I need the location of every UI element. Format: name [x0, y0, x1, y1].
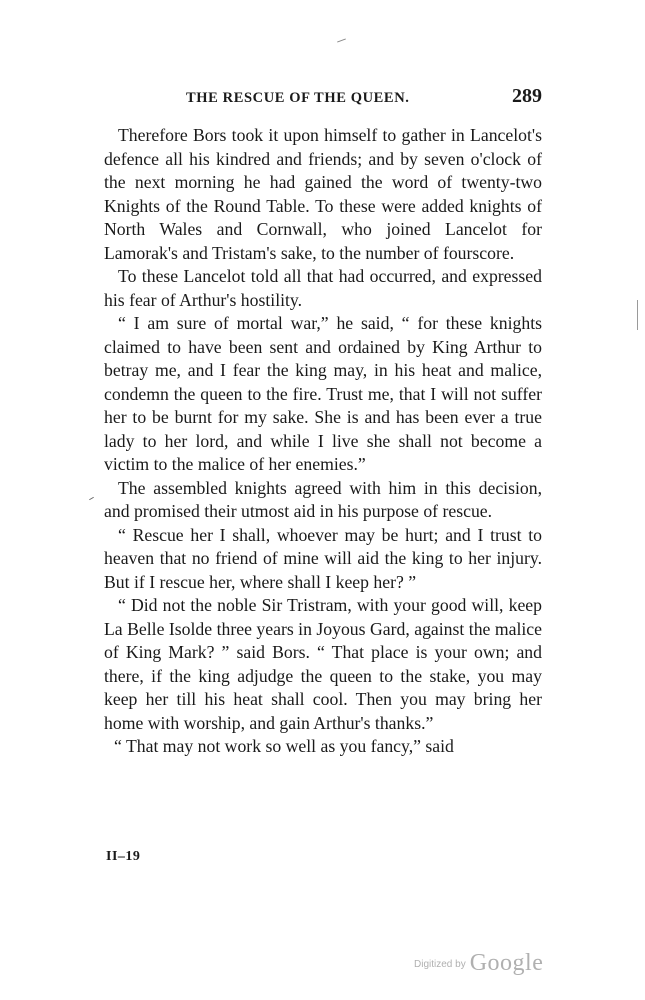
- paragraph-2: To these Lancelot told all that had occurred, and expressed his fear of Arthur's hostility.: [104, 266, 542, 310]
- paragraph-4: The assembled knights agreed with him in this decision, and promised their utmost aid in his purpose of rescue.: [104, 477, 542, 521]
- paragraph-1: Therefore Bors took it upon himself to gather in Lancelot's defence all his kindred and friends; and by seven o'clock of the next morning he had gained the word of twenty-two Knights of the Round Table. To these were added knights of North Wales and Cornwall, who joined Lancelot for Lamorak's and Tristam's sake, to the number of fourscore.: [104, 125, 542, 263]
- paragraph-6: “ Did not the noble Sir Tristram, with your good will, keep La Belle Isolde three years in Joyous Gard, against the malice of King Mark? ” said Bors. “ That place is your own; and there, if the king adjudge the queen to the stake, you may keep her till his heat shall cool. Then you may bring her home with worship, and gain Arthur's thanks.”: [104, 595, 542, 733]
- signature-mark: II–19: [106, 849, 141, 864]
- scan-edge-line: [637, 300, 638, 330]
- running-title: THE RESCUE OF THE QUEEN.: [186, 90, 410, 106]
- scan-speck: [89, 497, 94, 500]
- digitized-watermark: [414, 950, 543, 977]
- paragraph-5: “ Rescue her I shall, whoever may be hurt; and I trust to heaven that no friend of mine will aid the king to her injury. But if I rescue her, where shall I keep her? ”: [104, 524, 542, 592]
- running-header: [104, 84, 542, 114]
- watermark-prefix: Digitized by: [414, 959, 466, 970]
- scan-speck: [337, 38, 346, 42]
- paragraph-7: “ That may not work so well as you fancy,” said: [114, 736, 454, 756]
- paragraph-3: “ I am sure of mortal war,” he said, “ for these knights claimed to have been sent and ordained by King Arthur to betray me, and I fear the king may, in his heat and malice, condemn the queen to the fire. Trust me, that I will not suffer her to be burnt for my sake. She is and has been ever a true lady to her lord, and while I live she shall not become a victim to the malice of her enemies.”: [104, 313, 542, 474]
- page-number: 289: [512, 85, 542, 107]
- google-logo: Google: [469, 950, 544, 976]
- page-body: [104, 124, 542, 759]
